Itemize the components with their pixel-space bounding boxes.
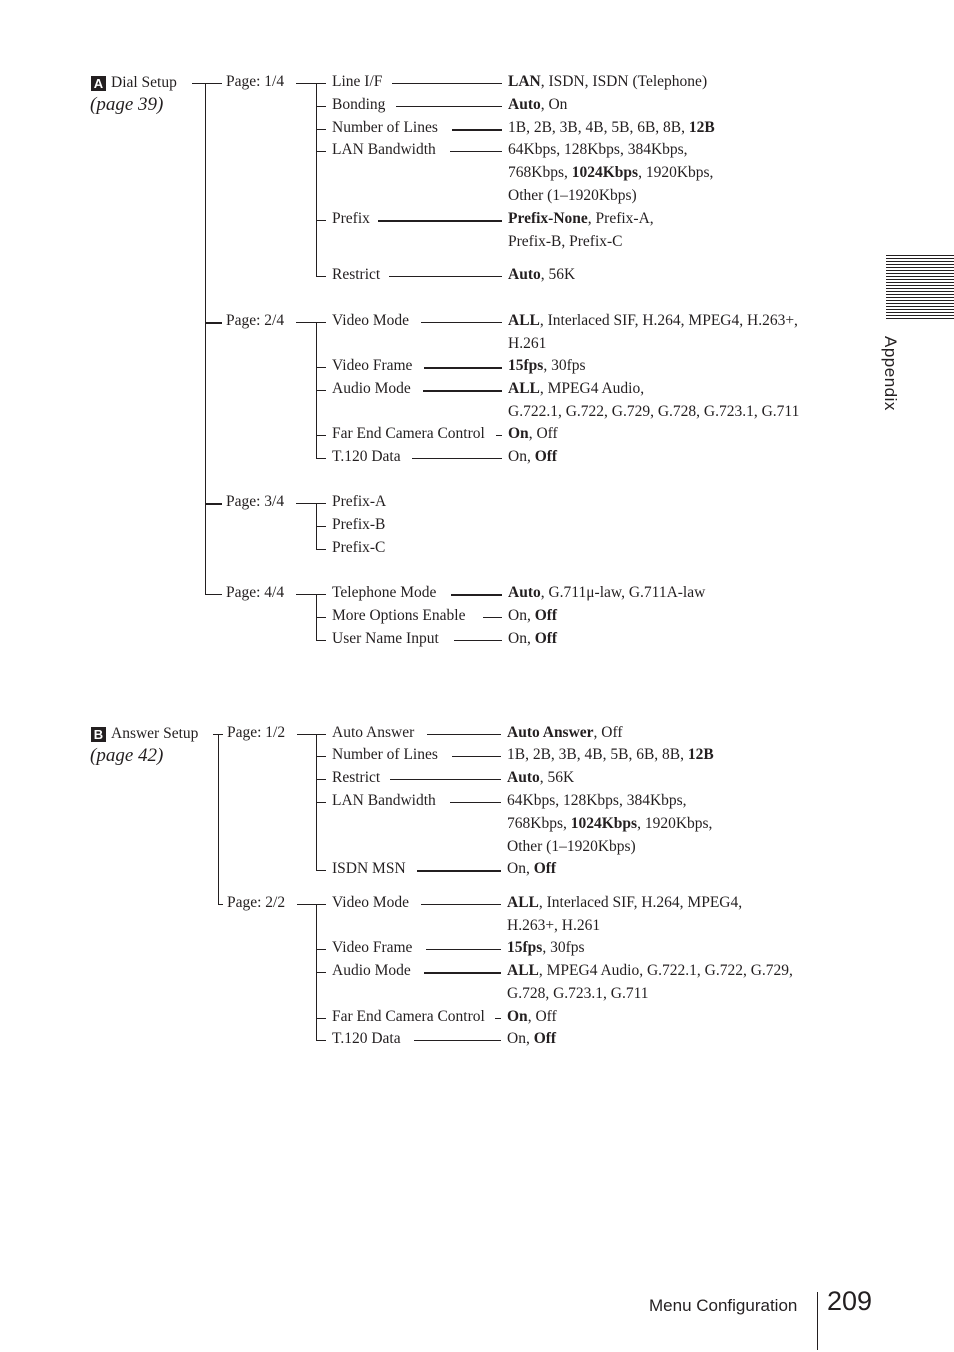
default-value: 15fps <box>508 357 544 374</box>
menu-item-label: ISDN MSN <box>332 860 406 877</box>
stripe <box>886 267 954 268</box>
page-label: Page: 2/4 <box>226 312 285 329</box>
value-line <box>508 266 575 284</box>
default-value: Off <box>534 630 558 647</box>
option-value: 768Kbps, <box>508 164 572 181</box>
value-line <box>508 425 558 443</box>
value-leader <box>424 972 501 974</box>
default-value: ALL <box>507 962 539 979</box>
stripe <box>886 273 954 274</box>
default-value: LAN <box>508 73 541 90</box>
value-leader <box>450 151 502 152</box>
page-connector <box>297 734 326 735</box>
value-line <box>508 448 557 466</box>
stripe <box>886 297 954 298</box>
item-branch <box>316 390 326 391</box>
default-value: Auto <box>508 96 541 113</box>
value-leader <box>424 367 502 369</box>
item-branch <box>316 458 326 459</box>
value-line <box>507 746 714 764</box>
stripe <box>886 258 954 259</box>
menu-item-label: Prefix-B <box>332 516 386 533</box>
value-line <box>508 96 567 114</box>
item-branch <box>316 617 326 618</box>
option-value: On, <box>508 448 535 465</box>
default-value: Auto Answer <box>507 724 594 741</box>
value-leader <box>389 276 502 277</box>
value-leader <box>417 870 501 872</box>
stripe <box>886 315 954 316</box>
item-branch <box>316 802 326 803</box>
default-value: ALL <box>508 312 540 329</box>
stripe <box>886 255 954 256</box>
option-value: , Off <box>528 425 558 442</box>
page-connector <box>296 83 326 84</box>
option-value: Other (1–1920Kbps) <box>508 187 637 204</box>
option-value: H.261 <box>508 335 547 352</box>
section-trunk <box>205 83 206 594</box>
value-line <box>508 187 637 205</box>
value-line <box>507 1030 556 1048</box>
option-value: , MPEG4 Audio, <box>539 380 645 397</box>
item-branch <box>316 276 326 277</box>
value-line <box>507 860 556 878</box>
item-branch <box>316 640 326 641</box>
value-leader <box>396 106 502 107</box>
page-number: 209 <box>827 1286 873 1316</box>
default-value: Auto <box>508 584 541 601</box>
option-value: Prefix-B, Prefix-C <box>508 233 623 250</box>
value-leader <box>423 390 502 392</box>
value-leader <box>392 83 502 84</box>
stripe <box>886 279 954 280</box>
option-value: , Interlaced SIF, H.264, MPEG4, H.263+, <box>539 312 798 329</box>
value-leader <box>412 458 502 459</box>
page-connector <box>296 594 326 595</box>
menu-item-label: Far End Camera Control <box>332 425 485 442</box>
value-line <box>508 164 713 182</box>
item-branch <box>316 1040 326 1041</box>
default-value: 15fps <box>507 939 543 956</box>
option-value: , On <box>540 96 568 113</box>
default-value: Off <box>533 1030 557 1047</box>
menu-item-label: Video Frame <box>332 357 413 374</box>
page-label: Page: 1/2 <box>227 724 286 741</box>
page-branch <box>218 904 223 905</box>
menu-item-label: LAN Bandwidth <box>332 141 436 158</box>
menu-item-label: T.120 Data <box>332 448 401 465</box>
stripe <box>886 270 954 271</box>
section-connector <box>192 83 222 84</box>
value-line <box>508 73 707 91</box>
value-leader <box>390 779 501 780</box>
section-a-badge: A <box>91 76 106 91</box>
default-value: 1024Kbps <box>570 815 638 832</box>
option-value: Other (1–1920Kbps) <box>507 838 636 855</box>
page-connector <box>296 322 326 323</box>
page-label: Page: 1/4 <box>226 73 285 90</box>
option-value: , Off <box>527 1008 557 1025</box>
section-b-title <box>91 725 198 743</box>
value-leader <box>483 617 502 618</box>
option-value: , 30fps <box>542 939 585 956</box>
value-line <box>508 584 705 602</box>
page-branch <box>205 594 222 595</box>
option-value: On, <box>508 630 535 647</box>
side-tab-stripes <box>886 255 954 321</box>
default-value: Auto <box>507 769 540 786</box>
side-tab-label: Appendix <box>881 336 900 411</box>
value-leader <box>452 129 502 131</box>
page-connector <box>296 503 326 504</box>
page-branch <box>205 322 222 324</box>
stripe <box>886 306 954 307</box>
option-value: , Interlaced SIF, H.264, MPEG4, <box>538 894 743 911</box>
item-branch <box>316 526 326 527</box>
item-branch <box>316 779 326 780</box>
stripe <box>886 285 954 286</box>
item-branch <box>316 949 326 950</box>
option-value: , 30fps <box>543 357 586 374</box>
value-leader <box>495 1018 501 1019</box>
menu-item-label: LAN Bandwidth <box>332 792 436 809</box>
menu-item-label: T.120 Data <box>332 1030 401 1047</box>
option-value: G.722.1, G.722, G.729, G.728, G.723.1, G.711 <box>508 403 800 420</box>
option-value: , G.711μ-law, G.711A-law <box>540 584 706 601</box>
menu-item-label: Number of Lines <box>332 119 438 136</box>
default-value: 12B <box>687 746 714 763</box>
value-leader <box>378 220 502 222</box>
value-line <box>507 962 793 980</box>
item-branch <box>316 756 326 757</box>
stripe <box>886 264 954 265</box>
section-b-page-ref: (page 42) <box>90 745 164 766</box>
value-line <box>508 380 644 398</box>
footer-divider <box>817 1292 818 1350</box>
value-line <box>507 1008 557 1026</box>
menu-item-label: Prefix-C <box>332 539 386 556</box>
default-value: On <box>507 1008 528 1025</box>
item-branch <box>316 129 326 130</box>
value-line <box>507 724 623 742</box>
option-value: On, <box>508 607 535 624</box>
menu-item-label: Video Frame <box>332 939 413 956</box>
menu-item-label: Far End Camera Control <box>332 1008 485 1025</box>
default-value: Auto <box>508 266 541 283</box>
default-value: ALL <box>508 380 540 397</box>
option-value: , 56K <box>540 266 576 283</box>
value-line <box>508 630 557 648</box>
item-branch <box>316 1018 326 1019</box>
item-branch <box>316 435 326 436</box>
section-a-title <box>91 74 177 92</box>
default-value: 12B <box>688 119 715 136</box>
option-value: , MPEG4 Audio, G.722.1, G.722, G.729, <box>538 962 793 979</box>
option-value: 64Kbps, 128Kbps, 384Kbps, <box>507 792 687 809</box>
value-line <box>507 838 636 856</box>
menu-item-label: Prefix-A <box>332 493 387 510</box>
page-connector <box>297 904 326 905</box>
option-value: H.263+, H.261 <box>507 917 601 934</box>
default-value: Prefix-None <box>508 210 588 227</box>
value-line <box>508 357 586 375</box>
option-value: 1B, 2B, 3B, 4B, 5B, 6B, 8B, <box>508 119 689 136</box>
option-value: , 1920Kbps, <box>637 815 713 832</box>
menu-item-label: Video Mode <box>332 312 409 329</box>
stripe <box>886 318 954 319</box>
stripe <box>886 294 954 295</box>
value-leader <box>421 904 501 905</box>
menu-item-label: Telephone Mode <box>332 584 437 601</box>
page-label: Page: 3/4 <box>226 493 285 510</box>
page-branch <box>205 503 222 505</box>
value-line <box>508 335 546 353</box>
option-value: 768Kbps, <box>507 815 571 832</box>
value-line <box>508 607 557 625</box>
value-leader <box>451 594 502 596</box>
value-line <box>507 792 687 810</box>
menu-item-label: Video Mode <box>332 894 409 911</box>
default-value: Off <box>533 860 557 877</box>
option-value: On, <box>507 860 534 877</box>
option-value: 64Kbps, 128Kbps, 384Kbps, <box>508 141 688 158</box>
stripe <box>886 291 954 292</box>
menu-item-label: Audio Mode <box>332 380 411 397</box>
section-trunk <box>218 734 219 904</box>
menu-item-label: More Options Enable <box>332 607 466 624</box>
value-line <box>507 894 742 912</box>
page-label: Page: 2/2 <box>227 894 286 911</box>
value-line <box>508 312 798 330</box>
menu-item-label: User Name Input <box>332 630 439 647</box>
menu-item-label: Prefix <box>332 210 370 227</box>
default-value: 1024Kbps <box>571 164 639 181</box>
item-branch <box>316 972 326 973</box>
value-line <box>508 403 799 421</box>
option-value: G.728, G.723.1, G.711 <box>507 985 649 1002</box>
item-trunk <box>316 83 317 276</box>
item-branch <box>316 549 326 550</box>
value-leader <box>496 435 502 436</box>
option-value: , ISDN, ISDN (Telephone) <box>540 73 708 90</box>
stripe <box>886 300 954 301</box>
stripe <box>886 312 954 313</box>
section-b-badge: B <box>91 727 106 742</box>
stripe <box>886 282 954 283</box>
page-label: Page: 4/4 <box>226 584 285 601</box>
item-branch <box>316 367 326 368</box>
option-value: , Off <box>593 724 623 741</box>
value-line <box>507 985 649 1003</box>
value-leader <box>421 322 502 323</box>
item-branch <box>316 220 326 221</box>
stripe <box>886 303 954 304</box>
option-value: On, <box>507 1030 534 1047</box>
stripe <box>886 288 954 289</box>
item-branch <box>316 151 326 152</box>
option-value: , 56K <box>539 769 575 786</box>
default-value: Off <box>534 448 558 465</box>
stripe <box>886 309 954 310</box>
section-a-title-text: Dial Setup <box>111 74 177 91</box>
menu-item-label: Bonding <box>332 96 386 113</box>
stripe <box>886 276 954 277</box>
menu-item-label: Restrict <box>332 769 381 786</box>
value-leader <box>426 949 501 950</box>
value-leader <box>454 640 502 641</box>
section-a-page-ref: (page 39) <box>90 94 164 115</box>
value-leader <box>452 756 501 757</box>
default-value: On <box>508 425 529 442</box>
menu-item-label: Audio Mode <box>332 962 411 979</box>
value-line <box>507 815 712 833</box>
item-branch <box>316 870 326 871</box>
default-value: Off <box>534 607 558 624</box>
menu-item-label: Restrict <box>332 266 381 283</box>
footer-section-label: Menu Configuration <box>649 1296 798 1315</box>
option-value: 1B, 2B, 3B, 4B, 5B, 6B, 8B, <box>507 746 688 763</box>
option-value: , 1920Kbps, <box>638 164 714 181</box>
value-line <box>508 119 715 137</box>
menu-item-label: Number of Lines <box>332 746 438 763</box>
value-line <box>507 769 574 787</box>
value-leader <box>414 1040 501 1041</box>
value-line <box>508 141 688 159</box>
value-line <box>508 233 623 251</box>
item-branch <box>316 106 326 107</box>
default-value: ALL <box>507 894 539 911</box>
value-line <box>508 210 654 228</box>
value-leader <box>450 802 501 803</box>
value-line <box>507 939 585 957</box>
value-leader <box>427 734 501 735</box>
menu-item-label: Auto Answer <box>332 724 415 741</box>
value-line <box>507 917 600 935</box>
stripe <box>886 261 954 262</box>
option-value: , Prefix-A, <box>587 210 654 227</box>
menu-item-label: Line I/F <box>332 73 383 90</box>
section-b-title-text: Answer Setup <box>111 725 199 742</box>
